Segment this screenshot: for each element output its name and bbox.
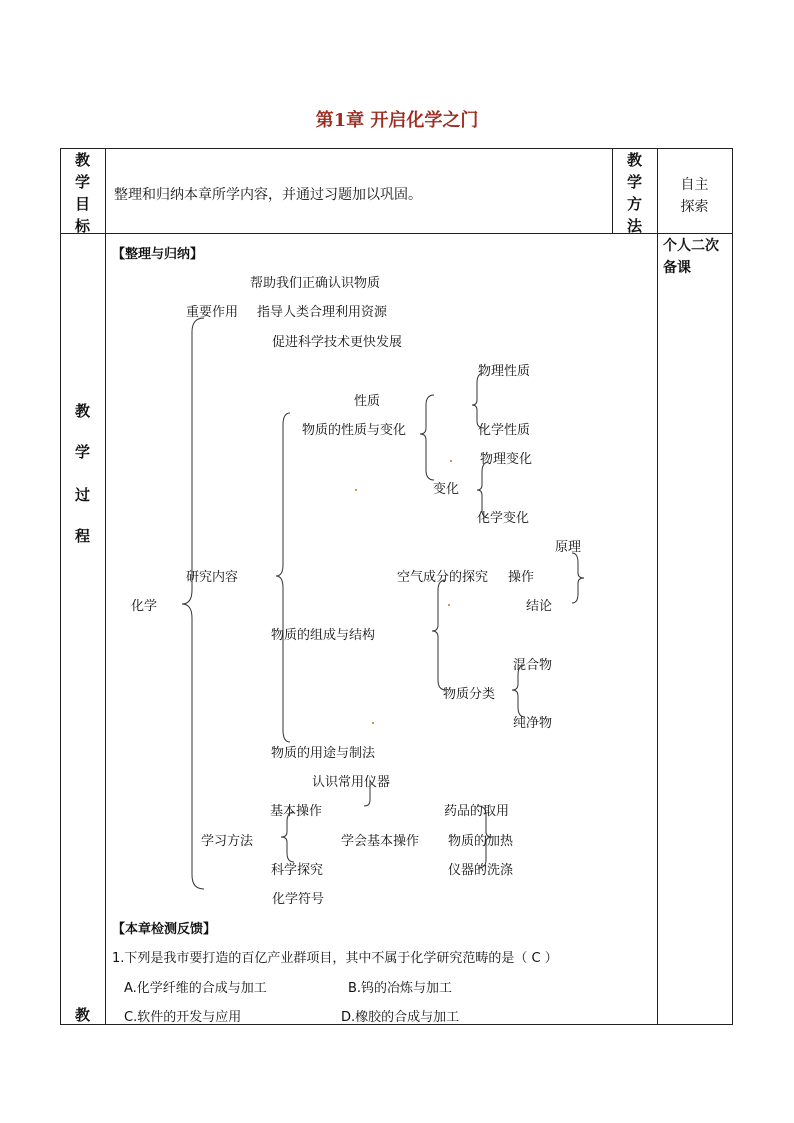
important-item-3: 促进科学技术更快发展: [272, 335, 403, 350]
important-item-2: 指导人类合理利用资源: [257, 305, 388, 320]
classify: 物质分类: [443, 687, 496, 702]
page-title: 第1章 开启化学之门: [315, 110, 479, 131]
symbols: 化学符号: [272, 892, 325, 907]
method-label: 教 学 方 法: [626, 151, 642, 235]
chem-change: 化学变化: [477, 511, 530, 526]
chem-prop: 化学性质: [478, 423, 531, 438]
goal-label: 教 学 目 标: [74, 151, 90, 235]
research-label: 研究内容: [186, 570, 239, 585]
inquiry: 科学探究: [271, 863, 324, 878]
stray-mark: [448, 604, 450, 606]
heating: 物质的加热: [448, 834, 514, 849]
option-a: A.化学纤维的合成与加工: [124, 981, 267, 996]
root-chemistry: 化学: [131, 599, 158, 614]
side-note: 个人二次备课: [663, 238, 719, 276]
learning-label: 学习方法: [201, 834, 254, 849]
phys-prop: 物理性质: [478, 364, 531, 379]
option-b: B.钨的冶炼与加工: [348, 981, 453, 996]
phys-change: 物理变化: [480, 452, 533, 467]
stray-mark: [372, 722, 374, 724]
option-c: C.软件的开发与应用: [124, 1010, 242, 1025]
stray-mark: [355, 489, 357, 491]
option-d: D.橡胶的合成与加工: [341, 1010, 460, 1025]
know-instruments: 认识常用仪器: [312, 775, 391, 790]
operation: 操作: [508, 570, 535, 585]
goal-text: 整理和归纳本章所学内容，并通过习题加以巩固。: [114, 187, 422, 203]
composition: 物质的组成与结构: [271, 628, 376, 643]
take-drugs: 药品的取用: [444, 804, 510, 819]
principle: 原理: [555, 540, 582, 555]
learn-basic-ops: 学会基本操作: [341, 834, 420, 849]
summary-heading: 【整理与归纳】: [112, 247, 204, 262]
mixture: 混合物: [513, 658, 553, 673]
important-label: 重要作用: [186, 305, 239, 320]
props-change: 物质的性质与变化: [302, 423, 407, 438]
feedback-heading: 【本章检测反馈】: [112, 922, 217, 937]
method-text: 自主 探索: [680, 177, 709, 215]
question-1: 1.下列是我市要打造的百亿产业群项目，其中不属于化学研究范畴的是（ C ）: [112, 951, 558, 966]
conclusion: 结论: [526, 599, 553, 614]
stray-mark: [450, 460, 452, 462]
washing: 仪器的洗涤: [448, 863, 514, 878]
important-item-1: 帮助我们正确认识物质: [250, 276, 381, 291]
pure: 纯净物: [513, 716, 553, 731]
basic-ops: 基本操作: [270, 804, 323, 819]
air-inquiry: 空气成分的探究: [397, 570, 489, 585]
bianhua: 变化: [433, 482, 460, 497]
xingzhi: 性质: [354, 394, 381, 409]
usage: 物质的用途与制法: [271, 746, 376, 761]
